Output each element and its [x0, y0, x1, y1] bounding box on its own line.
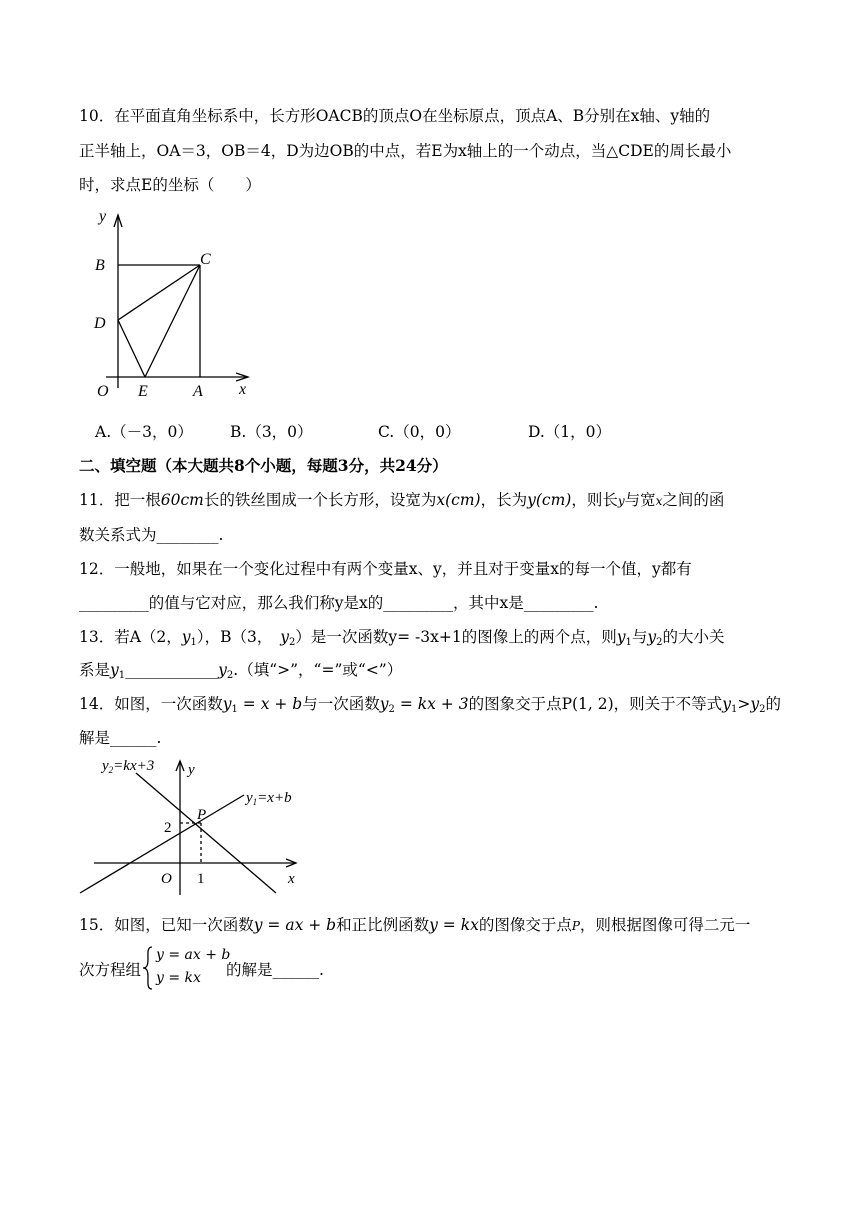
q15-equation-2: y = kx — [156, 970, 201, 986]
q12-line-1: 12．一般地，如果在一个变化过程中有两个变量x、y，并且对于变量x的每一个值，y都有 — [79, 560, 692, 578]
q14-label-o: O — [161, 871, 172, 887]
q10-label-d: D — [94, 315, 106, 332]
q10-segment-dc — [118, 265, 200, 320]
q10-option-b: B.（3，0） — [230, 423, 313, 441]
q14-label-p: P — [197, 807, 207, 823]
q12-line-2: _________的值与它对应，那么我们称y是x的_________，其中x是_________. — [79, 594, 599, 612]
q15-line-1: 15．如图，已知一次函数y = ax + b和正比例函数y = kx的图像交于点P，则根据图像可得二元一 — [79, 916, 751, 934]
q10-label-e: E — [138, 383, 148, 400]
q14-figure — [76, 755, 306, 903]
q15-line-2-prefix: 次方程组 — [79, 961, 142, 979]
q10-label-a: A — [193, 383, 203, 400]
q14-label-1: 1 — [197, 871, 205, 887]
q15-equation-1: y = ax + b — [156, 947, 231, 963]
q11-line-1: 11．把一根60cm长的铁丝围成一个长方形，设宽为x(cm)，长为y(cm)，则长y与宽x之间的函 — [79, 491, 725, 509]
q14-label-line-y1: $y_1=x+b$ — [246, 790, 292, 807]
q13-line-1: 13．若A（2，$y_1$），B（3， $y_2$）是一次函数y= -3x+1的图像上的两个点，则$y_1$与$y_2$的大小关 — [79, 628, 725, 648]
q15-brace — [142, 945, 154, 991]
q14-label-y-axis: y — [188, 762, 195, 778]
q14-label-line-y2: $y_2=kx+3$ — [102, 758, 155, 775]
q14-label-2: 2 — [164, 820, 172, 836]
q10-line-1: 10．在平面直角坐标系中，长方形OACB的顶点O在坐标原点，顶点A、B分别在x轴、y轴的 — [79, 107, 711, 125]
q13-line-2: 系是$y_1\_\_\_\_\_\_\_\_\_\_\_\_y_2$.（填“>”，“=”或“<”） — [79, 661, 403, 681]
q14-line-1: 14．如图，一次函数$y_1 = x + b$与一次函数$y_2$ = kx + 3的图象交于点P(1, 2)，则关于不等式$y_1>y_2$的 — [79, 695, 781, 715]
q10-option-a: A.（－3，0） — [95, 423, 193, 441]
q10-label-y: y — [99, 208, 107, 225]
q10-segment-ec — [145, 265, 200, 377]
q10-label-o: O — [97, 383, 109, 400]
q10-label-b: B — [95, 257, 105, 274]
q10-line-3: 时，求点E的坐标（ ） — [79, 176, 261, 194]
section-2-heading: 二、填空题（本大题共8个小题，每题3分，共24分） — [79, 456, 448, 475]
q10-label-c: C — [200, 251, 211, 268]
q10-option-c: C.（0，0） — [378, 423, 461, 441]
q10-line-2: 正半轴上，OA＝3，OB＝4，D为边OB的中点，若E为x轴上的一个动点，当△CDE的周长最小 — [79, 142, 732, 160]
q10-label-x: x — [239, 381, 247, 398]
q14-label-x-axis: x — [288, 871, 295, 887]
q10-option-d: D.（1，0） — [528, 423, 612, 441]
q14-line-2: 解是______. — [79, 729, 162, 747]
q15-line-2-suffix: 的解是______. — [226, 961, 324, 979]
q11-line-2: 数关系式为________. — [79, 526, 224, 544]
q10-segment-de — [118, 320, 145, 377]
q14-line-y2 — [136, 773, 276, 893]
q10-figure — [88, 203, 263, 403]
